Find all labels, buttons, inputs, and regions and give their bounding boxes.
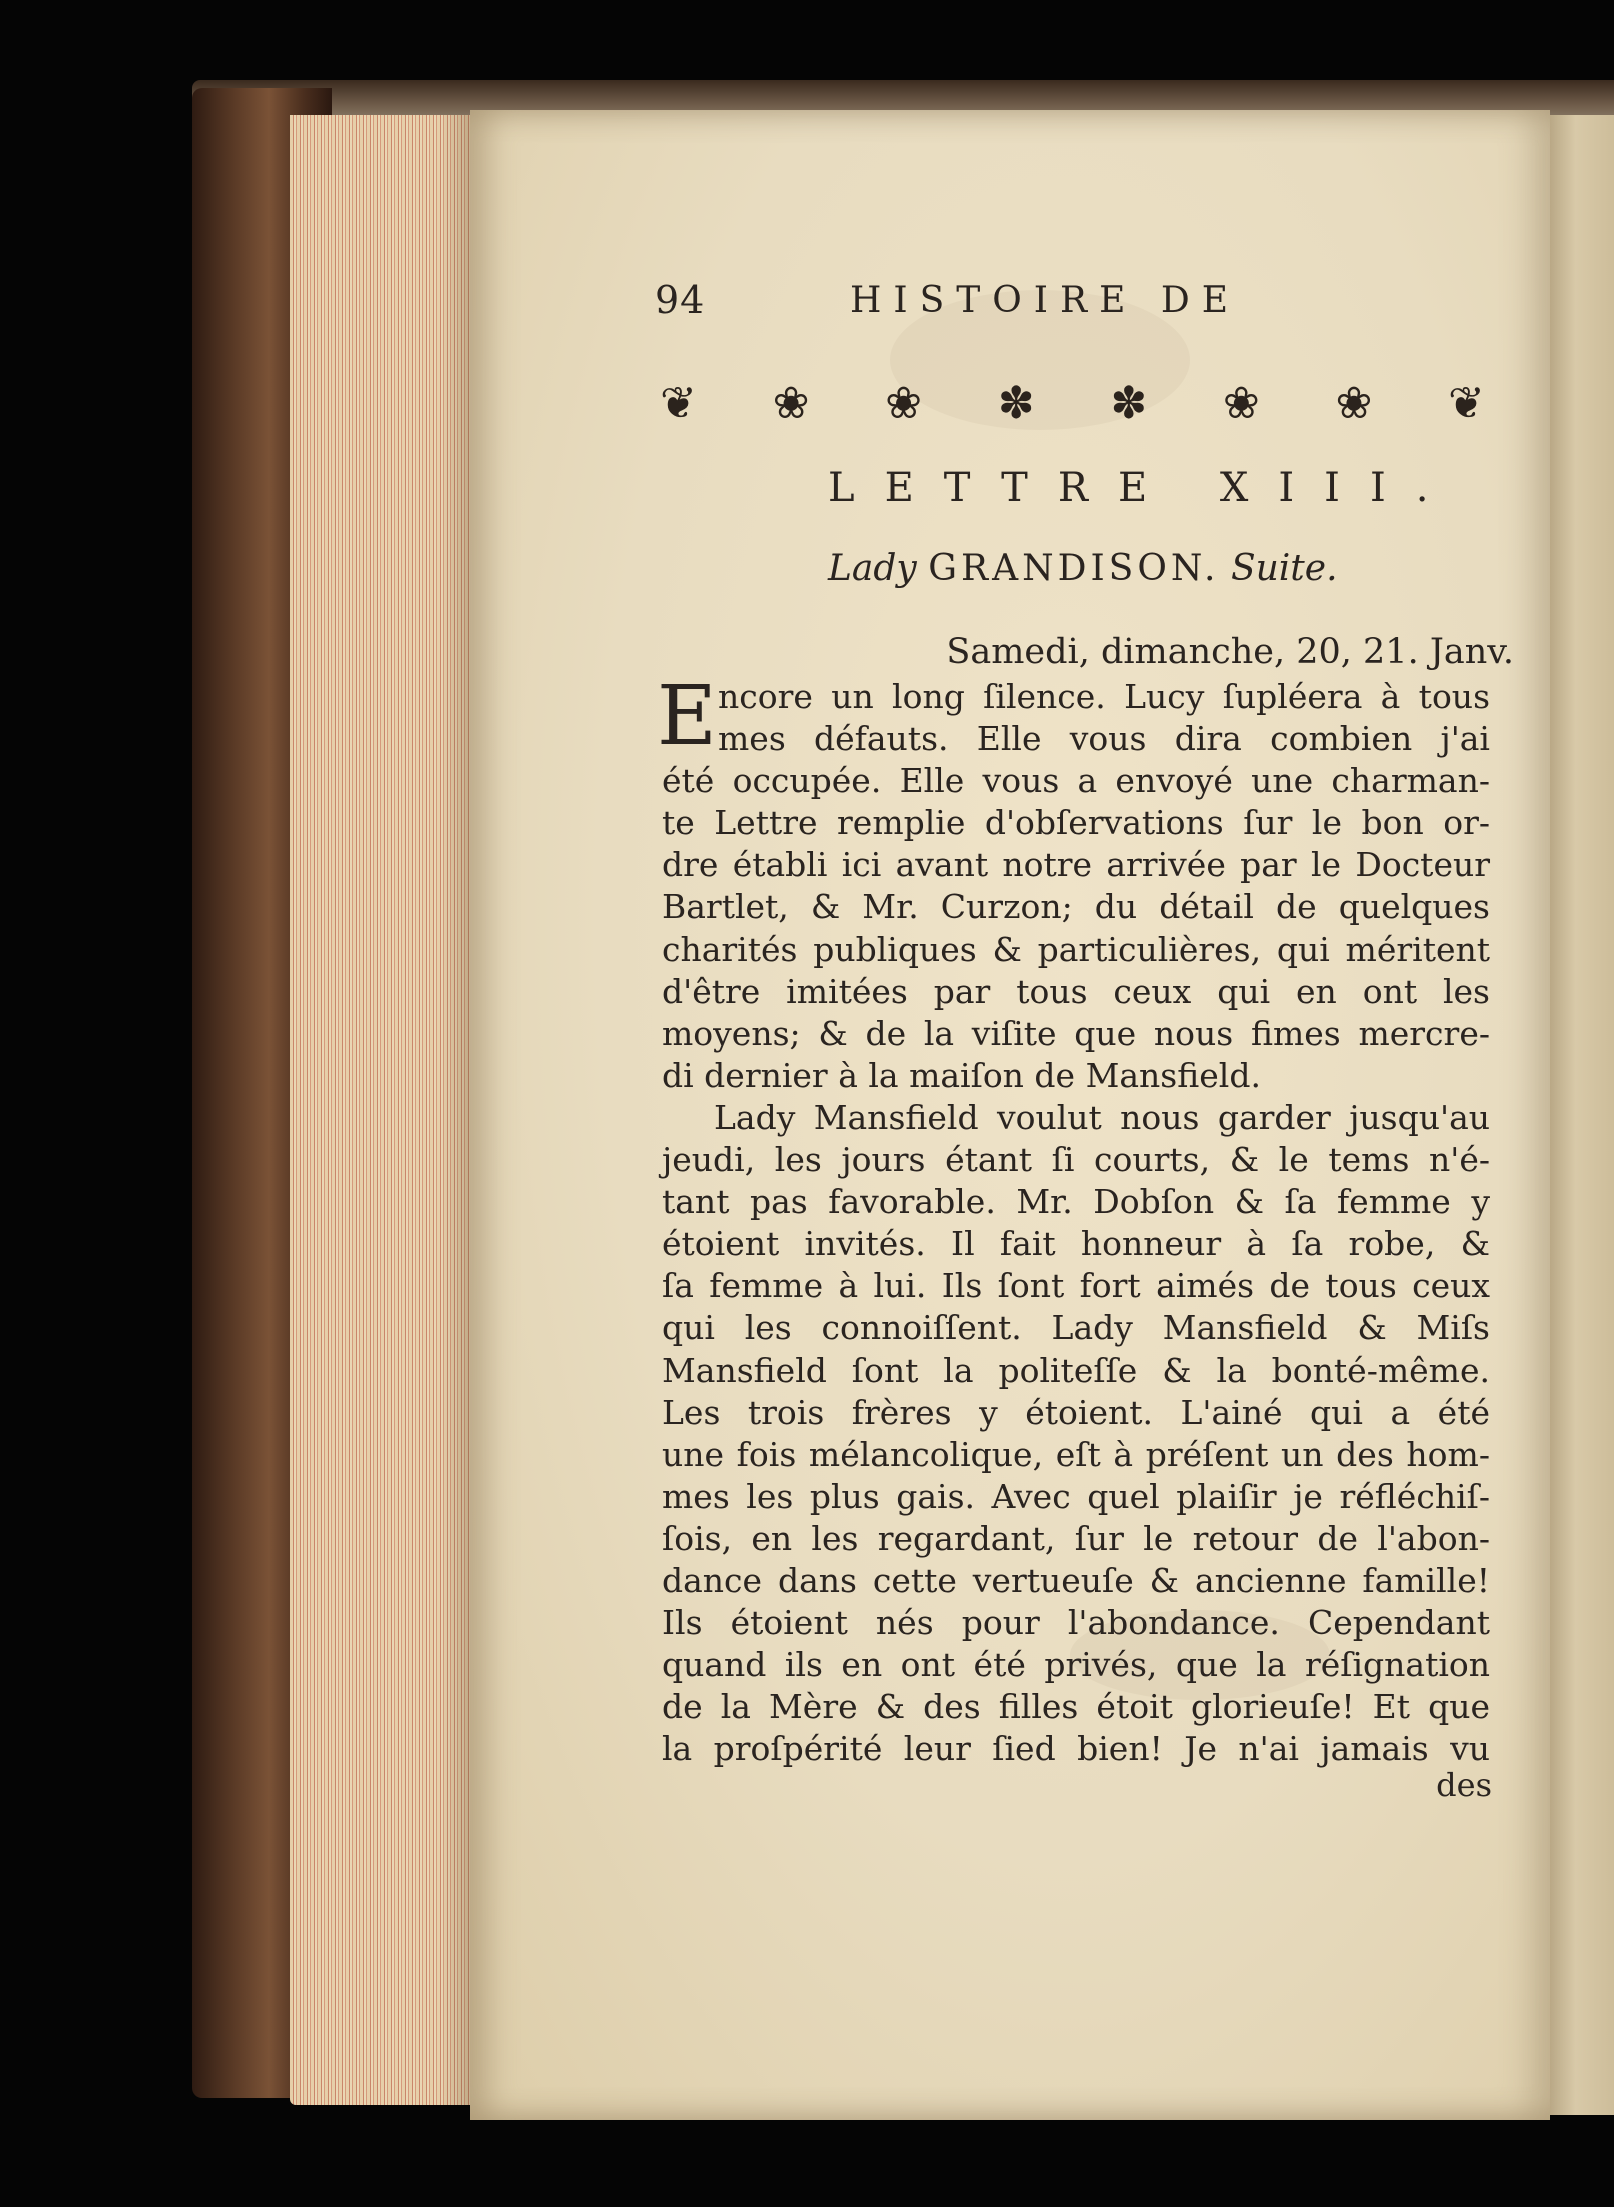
text-line: te Lettre remplie d'obſervations ſur le bon or- — [662, 803, 1490, 843]
text-line: jeudi, les jours étant ſi courts, & le tems n'é- — [662, 1140, 1490, 1180]
ornament-icon: ❦ — [660, 378, 697, 429]
ornament-icon: ❀ — [772, 378, 810, 429]
text-line: dre établi ici avant notre arrivée par le Docteur — [662, 845, 1490, 885]
printers-ornament-band — [660, 378, 1485, 430]
facing-page-sliver — [1550, 115, 1614, 2115]
text-line: de la Mère & des filles étoit glorieuſe! Et que — [662, 1687, 1490, 1727]
text-line: ncore un long ſilence. Lucy ſupléera à tous — [718, 677, 1490, 716]
page-header — [655, 278, 1455, 338]
text-line: été occupée. Elle vous a envoyé une charman- — [662, 761, 1490, 801]
ornament-icon: ❀ — [1335, 378, 1373, 429]
text-line: di dernier à la maiſon de Mansfield. — [662, 1055, 1261, 1095]
body-text — [662, 676, 1490, 1770]
text-line: étoient invités. Il fait honneur à ſa robe, & — [662, 1224, 1490, 1264]
text-line: Ils étoient nés pour l'abondance. Cependant — [662, 1603, 1490, 1643]
text-line: mes les plus gais. Avec quel plaiſir je réfléchiſ- — [662, 1476, 1490, 1516]
text-line: ſa femme à lui. Ils ſont fort aimés de tous ceux — [662, 1266, 1490, 1306]
text-line: quand ils en ont été privés, que la réſignation — [662, 1645, 1490, 1685]
text-line: ſois, en les regardant, ſur le retour de l'abon- — [662, 1518, 1490, 1558]
catchword: des — [1436, 1766, 1492, 1804]
text-line: la proſpérité leur ſied bien! Je n'ai jamais vu — [662, 1729, 1490, 1769]
letter-title: LETTRE XIII. — [828, 465, 1459, 511]
text-line: Bartlet, & Mr. Curzon; du détail de quelques — [662, 887, 1490, 927]
subtitle-suffix: Suite. — [1230, 548, 1338, 589]
text-line: d'être imitées par tous ceux qui en ont les — [662, 971, 1490, 1011]
ornament-icon: ❀ — [1222, 378, 1260, 429]
text-line: qui les connoiſſent. Lady Mansfield & Miſs — [662, 1308, 1490, 1348]
page-number: 94 — [655, 278, 706, 322]
dateline: Samedi, dimanche, 20, 21. Janv. — [946, 632, 1514, 672]
ornament-icon: ❦ — [1448, 378, 1485, 429]
ornament-icon: ✽ — [1110, 378, 1148, 429]
text-line: mes défauts. Elle vous dira combien j'ai — [718, 719, 1490, 759]
running-head: HISTOIRE DE — [850, 280, 1240, 321]
letter-subtitle — [828, 548, 1338, 589]
text-line: charités publiques & particulières, qui méritent — [662, 929, 1490, 969]
ornament-icon: ✽ — [997, 378, 1035, 429]
ornament-icon: ❀ — [885, 378, 923, 429]
subtitle-prefix: Lady — [828, 548, 917, 589]
subtitle-name: GRANDISON. — [928, 548, 1220, 589]
drop-cap: E — [657, 669, 717, 764]
text-line: dance dans cette vertueuſe & ancienne famille! — [662, 1560, 1490, 1600]
text-line: tant pas favorable. Mr. Dobſon & ſa femme y — [662, 1182, 1490, 1222]
text-line: une fois mélancolique, eſt à préſent un des hom- — [662, 1434, 1490, 1474]
text-line: Lady Mansfield voulut nous garder jusqu'au — [714, 1097, 1490, 1137]
text-line: Les trois frères y étoient. L'ainé qui a été — [662, 1392, 1490, 1432]
text-line: Mansfield ſont la politeſſe & la bonté-même. — [662, 1350, 1490, 1390]
text-line: moyens; & de la viſite que nous fimes mercre- — [662, 1013, 1490, 1053]
